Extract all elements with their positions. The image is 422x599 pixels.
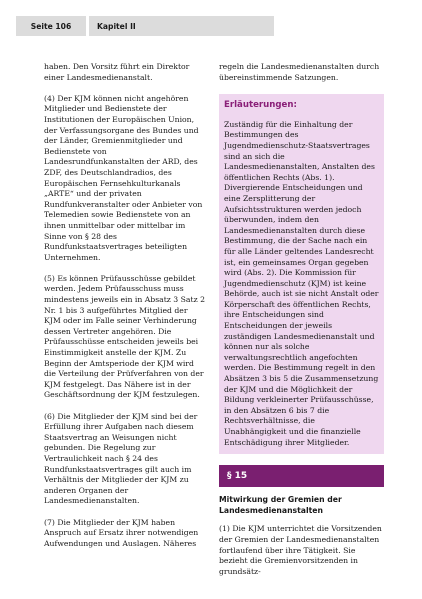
paragraph: (4) Der KJM können nicht angehören Mitglieder und Bedienstete der Institutionen der Europäischen Union, der Verfassungsorgane des Bundes und der Länder, Gremienmitglieder und Bedienstete von Landesrundfunkanstalten der ARD, des ZDF, des Deutschlandradios, des Europäischen Fernsehkulturkanals „ARTE“ und der privaten Rundfunkveranstalter oder Anbieter von Telemedien sowie Bedienstete von an ihnen unmittelbar oder mittelbar im Sinne von § 28 des Rundfunkstaatsvertrages beteiligten Unternehmen. — [44, 93, 203, 262]
paragraph: (7) Die Mitglieder der KJM haben Anspruch auf Ersatz ihrer notwendigen Aufwendungen und Auslagen. Näheres — [44, 517, 199, 548]
section-title: Mitwirkung der Gremien der Landesmedienanstalten — [219, 495, 342, 515]
section-number: § 15 — [219, 465, 384, 487]
explanation-box — [219, 94, 384, 454]
explanation-title: Erläuterungen: — [224, 100, 297, 111]
page-number: Seite 106 — [16, 16, 86, 36]
paragraph: (5) Es können Prüfausschüsse gebildet werden. Jedem Prüfausschuss muss mindestens jeweils ein in Absatz 3 Satz 2 Nr. 1 bis 3 aufgeführtes Mitglied der KJM oder im Falle seiner Verhinderung dessen Vertreter angehören. Die Prüfausschüsse entscheiden jeweils bei Einstimmigkeit anstelle der KJM. Zu Beginn der Amtsperiode der KJM wird die Verteilung der Prüfverfahren von der KJM festgelegt. Das Nähere ist in der Geschäftsordnung der KJM festzulegen. — [44, 273, 205, 400]
chapter-label: Kapitel II — [89, 16, 274, 36]
section-text: (1) Die KJM unterrichtet die Vorsitzenden der Gremien der Landesmedienanstalten fortlaufend über ihre Tätigkeit. Sie bezieht die Gremienvorsitzenden in grundsätz- — [219, 524, 382, 576]
right-column — [219, 62, 384, 577]
left-column — [44, 62, 206, 560]
paragraph: regeln die Landesmedienanstalten durch übereinstimmende Satzungen. — [219, 62, 380, 82]
explanation-text: Zuständig für die Einhaltung der Bestimmungen des Jugendmedienschutz-Staatsvertrages sind an sich die Landesmedienanstalten, Anstalten des öffentlichen Rechts (Abs. 1). Divergierende Entscheidungen und eine Zersplitterung der Aufsichtsstrukturen werden jedoch überwunden, indem den Landesmedienanstalten durch diese Bestimmung, die der Sache nach ein für alle Länder geltendes Landesrecht ist, ein gemeinsames Organ gegeben wird (Abs. 2). Die Kommission für Jugendmedienschutz (KJM) ist keine Behörde, auch ist sie nicht Anstalt oder Körperschaft des öffentlichen Rechts, ihre Entscheidungen sind Entscheidungen der jeweils zuständigen Landesmedienanstalt und können nur als solche verwaltungsrechtlich angefochten werden. Die Bestimmung regelt in den Absätzen 3 bis 5 die Zusammensetzung der KJM und die Möglichkeit der Bildung verkleinerter Prüfausschüsse, in den Absätzen 6 bis 7 die Rechtsverhältnisse, die Unabhängigkeit und die finanzielle Entschädigung ihrer Mitglieder. — [224, 119, 379, 447]
page-header — [16, 16, 274, 36]
paragraph: haben. Den Vorsitz führt ein Direktor einer Landesmedienanstalt. — [44, 62, 190, 82]
paragraph: (6) Die Mitglieder der KJM sind bei der Erfüllung ihrer Aufgaben nach diesem Staatsvertrag an Weisungen nicht gebunden. Die Regelung zur Vertraulichkeit nach § 24 des Rundfunkstaatsvertrages gilt auch im Verhältnis der Mitglieder der KJM zu anderen Organen der Landesmedienanstalten. — [44, 411, 198, 506]
